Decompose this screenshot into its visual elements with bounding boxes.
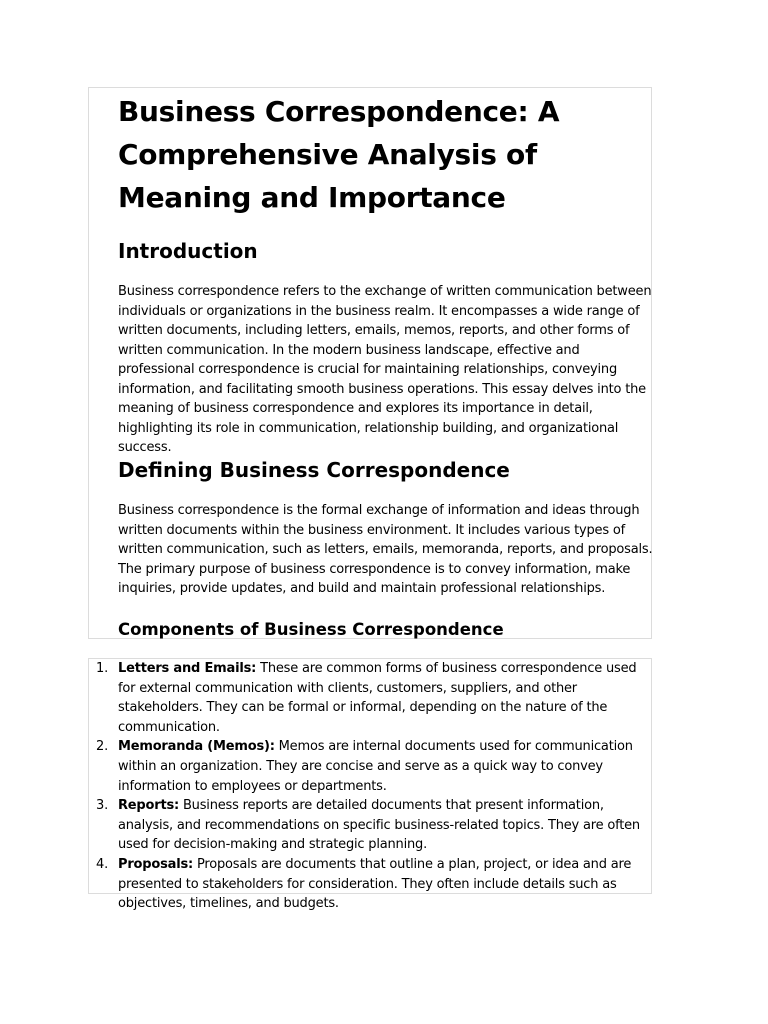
list-item-term: Proposals: (118, 856, 194, 872)
list-item-term: Memoranda (Memos): (118, 739, 275, 755)
intro-paragraph: Business correspondence refers to the exchange of written communication between individuals or organizations in the business realm. It encompasses a wide range of written documents, including letters, emails, memos, reports, and other forms of written communication. In the modern business landscape, effective and professional correspondence is crucial for maintaining relationships, conveying information, and facilitating smooth business operations. This essay delves into the meaning of business correspondence and explores its importance in detail, highlighting its role in communication, relationship building, and organizational success. (118, 284, 652, 455)
list-item-text: Proposals are documents that outline a plan, project, or idea and are presented to stakeholders for consideration. They often include details such as objectives, timelines, and budgets. (118, 856, 632, 912)
list-item (96, 796, 650, 855)
components-heading: Components of Business Correspondence (118, 620, 504, 639)
list-item-number: 3. (96, 798, 109, 814)
document-title: Business Correspondence: A Comprehensive Analysis of Meaning and Importance (118, 95, 560, 214)
list-item-number: 1. (96, 661, 109, 676)
intro-heading: Introduction (118, 239, 258, 263)
components-list (96, 659, 650, 914)
defining-paragraph: Business correspondence is the formal exchange of information and ideas through written documents within the business environment. It includes various types of written communication, such as letters, emails, memoranda, reports, and proposals. The primary purpose of business correspondence is to convey information, make inquiries, provide updates, and build and maintain professional relationships. (118, 503, 653, 596)
list-item-number: 4. (96, 856, 109, 872)
list-item-text: Memos are internal documents used for communication within an organization. They are concise and serve as a quick way to convey information to employees or departments. (118, 739, 633, 794)
list-item-text: These are common forms of business correspondence used for external communication with clients, customers, suppliers, and other stakeholders. They can be formal or informal, depending on the nature of the communication. (118, 661, 637, 735)
list-item (96, 855, 650, 914)
list-item-text: Business reports are detailed documents that present information, analysis, and recommendations on specific business-related topics. They are often used for decision-making and strategic planning. (118, 798, 640, 853)
list-item (96, 737, 650, 796)
defining-heading: Defining Business Correspondence (118, 458, 510, 482)
list-item (96, 659, 650, 737)
list-item-term: Letters and Emails: (118, 661, 257, 676)
list-item-number: 2. (96, 739, 109, 755)
list-item-term: Reports: (118, 798, 180, 814)
